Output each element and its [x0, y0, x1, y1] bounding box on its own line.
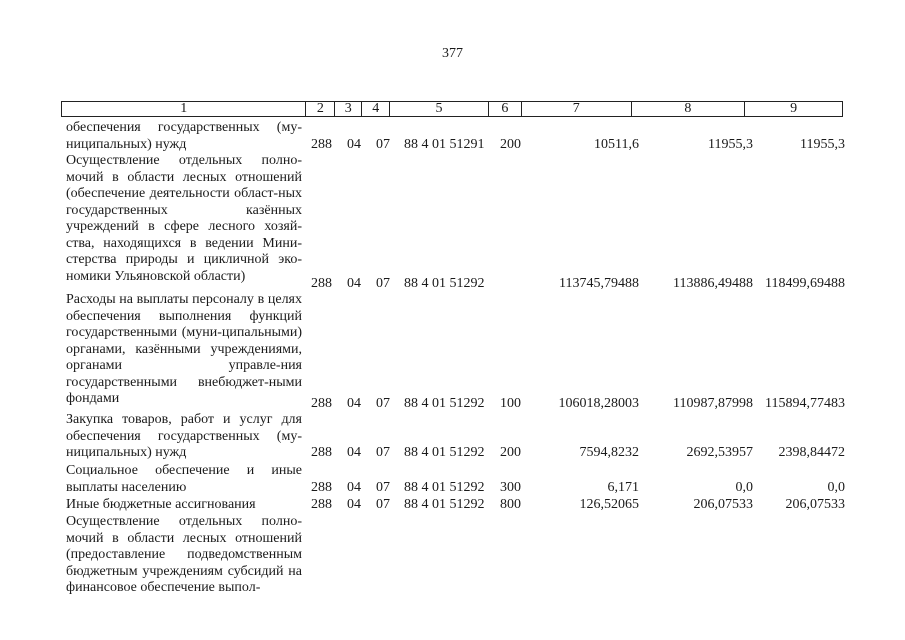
row-col-2: 288 [311, 445, 332, 460]
table-row [0, 497, 905, 514]
row-col-8: 11955,3 [708, 136, 753, 152]
page-number: 377 [442, 46, 463, 61]
row-col-8: 113886,49488 [673, 276, 753, 291]
row-col-3: 04 [347, 136, 361, 152]
row-col-5: 88 4 01 51292 [404, 497, 485, 512]
row-col-7: 126,52065 [579, 497, 639, 512]
row-col-3: 04 [347, 445, 361, 460]
table-header [61, 101, 843, 117]
row-col-8: 2692,53957 [686, 445, 753, 460]
row-col-5: 88 4 01 51292 [404, 480, 485, 495]
row-col-5: 88 4 01 51292 [404, 276, 485, 291]
row-col-6: 200 [500, 445, 521, 460]
table-row [0, 463, 905, 496]
row-col-4: 07 [376, 480, 390, 495]
row-col-5: 88 4 01 51292 [404, 396, 485, 411]
row-col-2: 288 [311, 276, 332, 291]
row-col-2: 288 [311, 136, 332, 152]
row-col-4: 07 [376, 497, 390, 512]
row-col-3: 04 [347, 497, 361, 512]
row-col-3: 04 [347, 480, 361, 495]
row-col-8: 0,0 [735, 480, 753, 495]
row-col-6: 800 [500, 497, 521, 512]
row-description: Иные бюджетные ассигнования [66, 497, 256, 512]
row-col-8: 206,07533 [693, 497, 753, 512]
row-col-7: 10511,6 [594, 136, 639, 152]
row-col-5: 88 4 01 51292 [404, 445, 485, 460]
table-row [0, 292, 905, 416]
row-col-6: 300 [500, 480, 521, 495]
row-description: Закупка товаров, работ и услуг для обеспечения государственных (му-ниципальных) нужд [66, 412, 302, 460]
row-col-7: 113745,79488 [559, 276, 639, 291]
row-col-7: 7594,8232 [579, 445, 639, 460]
table-row [0, 153, 905, 293]
row-col-8: 110987,87998 [673, 396, 753, 411]
row-col-9: 11955,3 [800, 136, 845, 152]
row-col-4: 07 [376, 396, 390, 411]
row-col-2: 288 [311, 396, 332, 411]
header-col-4: 4 [362, 102, 390, 116]
row-col-9: 2398,84472 [778, 445, 845, 460]
row-description: Социальное обеспечение и иные выплаты населению [66, 463, 302, 495]
row-col-9: 0,0 [827, 480, 845, 495]
row-col-4: 07 [376, 136, 390, 152]
table-row [0, 412, 905, 464]
table-row [0, 514, 905, 598]
header-col-9: 9 [790, 101, 798, 116]
row-col-7: 106018,28003 [558, 396, 639, 411]
row-col-9: 206,07533 [785, 497, 845, 512]
row-col-5: 88 4 01 51291 [404, 136, 485, 152]
row-col-4: 07 [376, 276, 390, 291]
row-col-9: 115894,77483 [765, 396, 845, 411]
row-description: Осуществление отдельных полно-мочий в области лесных отношений (предоставление подведомственным бюджетным учреждениям субсидий на финансовое обеспечение выпол- [66, 514, 302, 595]
row-col-2: 288 [311, 480, 332, 495]
row-description: Расходы на выплаты персоналу в целях обеспечения выполнения функций государственными (муни-ципальными) органами, казёнными учреждениями, органами управле-ния государственными внебюджет-ными фондами [66, 292, 302, 406]
header-col-2: 2 [306, 102, 335, 116]
header-col-5: 5 [390, 102, 489, 116]
row-col-3: 04 [347, 396, 361, 411]
header-col-6: 6 [489, 102, 522, 116]
row-description: обеспечения государственных (му-ниципальных) нужд [66, 120, 302, 152]
row-col-4: 07 [376, 445, 390, 460]
row-col-7: 6,171 [607, 480, 639, 495]
row-col-2: 288 [311, 497, 332, 512]
row-col-3: 04 [347, 276, 361, 291]
table-row [0, 120, 905, 153]
row-col-6: 100 [500, 396, 521, 411]
row-description: Осуществление отдельных полно-мочий в области лесных отношений (обеспечение деятельности област-ных государственных казённых учреждений в сфере лесного хозяй-ства, находящихся в ведении Мини-стерства природы и цикличной эко-номики Ульяновской области) [66, 153, 302, 284]
header-col-3: 3 [335, 102, 362, 116]
row-col-6: 200 [500, 136, 521, 152]
header-col-8: 8 [632, 102, 746, 116]
header-col-1: 1 [62, 102, 306, 116]
header-col-7: 7 [522, 102, 632, 116]
row-col-9: 118499,69488 [765, 276, 845, 291]
